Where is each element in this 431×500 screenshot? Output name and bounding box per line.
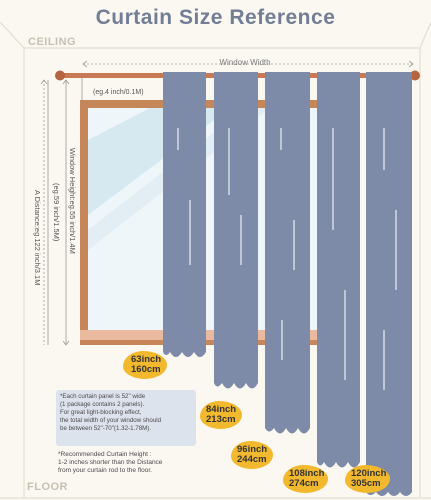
size-inch: 96inch: [237, 444, 268, 455]
size-inch: 108inch: [289, 468, 325, 479]
page-title: Curtain Size Reference: [95, 6, 336, 29]
size-cm: 244cm: [237, 454, 267, 465]
size-tag-120inch: [348, 468, 388, 490]
size-cm: 305cm: [351, 478, 381, 489]
size-inch: 63inch: [131, 354, 162, 365]
floor-label: FLOOR: [27, 481, 68, 493]
rod-to-window-label: (eg.59 inch/1.5M): [52, 183, 61, 242]
curtain-panel-96inch: [265, 72, 310, 434]
rec-line: from your curtain rod to the floor.: [58, 467, 152, 474]
note-line: (1 package contains 2 panels).: [60, 401, 145, 408]
recommended-height-note: [58, 451, 248, 475]
curtain-panels: [163, 72, 412, 496]
note-line: For great light-blocking effect,: [60, 409, 142, 416]
curtain-panel-120inch: [366, 72, 412, 496]
curtain-panel-84inch: [214, 72, 258, 389]
rod-finial-left: [55, 71, 65, 81]
note-line: *Each curtain panel is 52" wide: [60, 393, 146, 400]
size-inch: 120inch: [351, 468, 387, 479]
size-cm: 274cm: [289, 478, 319, 489]
rod-gap-label: (eg.4 inch/0.1M): [93, 89, 144, 96]
size-tag-63inch: [127, 354, 165, 376]
curtain-panel-108inch: [317, 72, 360, 468]
size-tag-108inch: [286, 468, 326, 490]
size-cm: 213cm: [206, 414, 236, 425]
rec-line: *Recommended Curtain Height :: [58, 451, 152, 458]
rec-line: 1-2 inches shorter than the Distance: [58, 459, 163, 466]
note-line: be between 52"-70"(1.32-1.78M).: [60, 425, 152, 432]
distance-label: A Distance:eg.122 inch/3.1M: [33, 190, 42, 286]
panel-note-box: [56, 390, 196, 446]
size-inch: 84inch: [206, 404, 237, 415]
size-cm: 160cm: [131, 364, 161, 375]
ceiling-label: CEILING: [28, 36, 77, 48]
note-line: the total width of your window should: [60, 417, 162, 424]
curtain-panel-63inch: [163, 72, 206, 357]
size-tag-84inch: [203, 404, 241, 426]
window-height-label: Window Height:eg.55 inch/1.4M: [68, 148, 77, 254]
window-width-label: Window Width: [219, 58, 271, 67]
